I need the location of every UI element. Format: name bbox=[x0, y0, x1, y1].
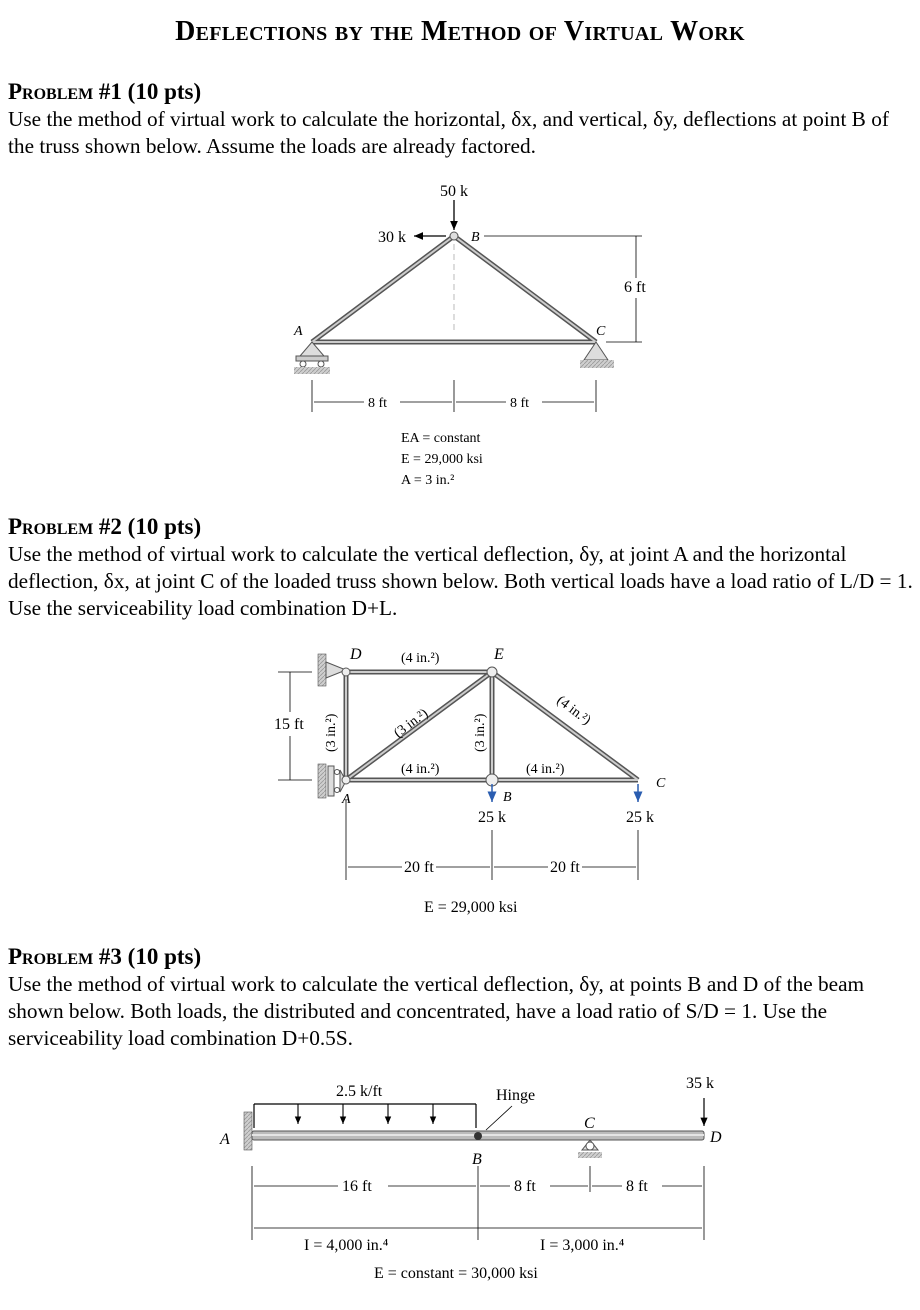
span-right-label-2: 20 ft bbox=[550, 859, 580, 876]
inertia-right-label: I = 3,000 in.⁴ bbox=[540, 1237, 625, 1254]
area-diag-right: (4 in.²) bbox=[553, 693, 594, 729]
fixed-support-a bbox=[244, 1112, 252, 1150]
point-load-label: 35 k bbox=[686, 1075, 714, 1092]
problem-3-label: Problem #3 bbox=[8, 944, 122, 969]
node-a-label: A bbox=[294, 324, 303, 339]
dist-load-label: 2.5 k/ft bbox=[336, 1083, 383, 1100]
roller-support-c bbox=[578, 1140, 602, 1158]
load-c-label: 25 k bbox=[626, 809, 654, 826]
problem-1-points: (10 pts) bbox=[127, 79, 202, 104]
node-b2-label: B bbox=[503, 790, 512, 805]
node-c3-label: C bbox=[584, 1115, 595, 1132]
span-left-label: 8 ft bbox=[368, 396, 388, 411]
node-c-label: C bbox=[596, 324, 606, 339]
prop-a: A = 3 in.² bbox=[401, 473, 455, 488]
page-title: Deflections by the Method of Virtual Work bbox=[175, 16, 745, 47]
hinge-label: Hinge bbox=[496, 1087, 536, 1104]
problem-3-points: (10 pts) bbox=[127, 944, 202, 969]
node-e-label: E bbox=[494, 646, 504, 663]
span-left-label-2: 20 ft bbox=[404, 859, 434, 876]
node-a3-label: A bbox=[220, 1131, 230, 1148]
problem-2-text: Use the method of virtual work to calculate the vertical deflection, δy, at joint A and the horizontal deflection, δx, at joint C of the loaded truss shown below. Both vertical loads have a load ratio of L/D = 1. Use the serviceability load combination D+L. bbox=[8, 542, 913, 620]
node-d-label: D bbox=[350, 646, 362, 663]
area-top: (4 in.²) bbox=[401, 651, 440, 666]
prop-ea: EA = constant bbox=[401, 431, 481, 446]
load-b-label: 25 k bbox=[478, 809, 506, 826]
problem-1-label: Problem #1 bbox=[8, 79, 122, 104]
node-a2-label: A bbox=[342, 792, 351, 807]
distributed-load bbox=[254, 1104, 476, 1128]
span-cd-label: 8 ft bbox=[626, 1178, 648, 1195]
problem-1-text: Use the method of virtual work to calculate the horizontal, δx, and vertical, δy, deflections at point B of the truss shown below. Assume the loads are already factored. bbox=[8, 107, 889, 158]
node-b-label: B bbox=[471, 230, 480, 245]
node-c2-label: C bbox=[656, 776, 666, 791]
area-left-vertical: (3 in.²) bbox=[324, 713, 339, 752]
inertia-left-label: I = 4,000 in.⁴ bbox=[304, 1237, 389, 1254]
load-horizontal-label: 30 k bbox=[378, 229, 406, 246]
span-bc-label: 8 ft bbox=[514, 1178, 536, 1195]
height-dim-label: 6 ft bbox=[624, 279, 646, 296]
problem-2-points: (10 pts) bbox=[127, 514, 202, 539]
prop-e: E = 29,000 ksi bbox=[401, 452, 483, 467]
span-ab-label: 16 ft bbox=[342, 1178, 372, 1195]
hinge-b bbox=[474, 1132, 482, 1140]
load-vertical-label: 50 k bbox=[440, 183, 468, 200]
area-mid-vertical: (3 in.²) bbox=[473, 713, 488, 752]
height-dim-label-2: 15 ft bbox=[274, 716, 304, 733]
node-d3-label: D bbox=[710, 1129, 722, 1146]
area-bottom-left: (4 in.²) bbox=[401, 762, 440, 777]
span-right-label: 8 ft bbox=[510, 396, 530, 411]
area-diag-left: (3 in.²) bbox=[391, 706, 432, 742]
node-b3-label: B bbox=[472, 1151, 482, 1168]
problem-2-label: Problem #2 bbox=[8, 514, 122, 539]
modulus-label-3: E = constant = 30,000 ksi bbox=[374, 1265, 538, 1282]
problem-3-text: Use the method of virtual work to calculate the vertical deflection, δy, at points B and D of the beam shown below. Both loads, the distributed and concentrated, have a load ratio of S/D = 1. Use the serviceability load combination D+0.5S. bbox=[8, 972, 865, 1050]
area-bottom-right: (4 in.²) bbox=[526, 762, 565, 777]
modulus-label-2: E = 29,000 ksi bbox=[424, 899, 518, 916]
